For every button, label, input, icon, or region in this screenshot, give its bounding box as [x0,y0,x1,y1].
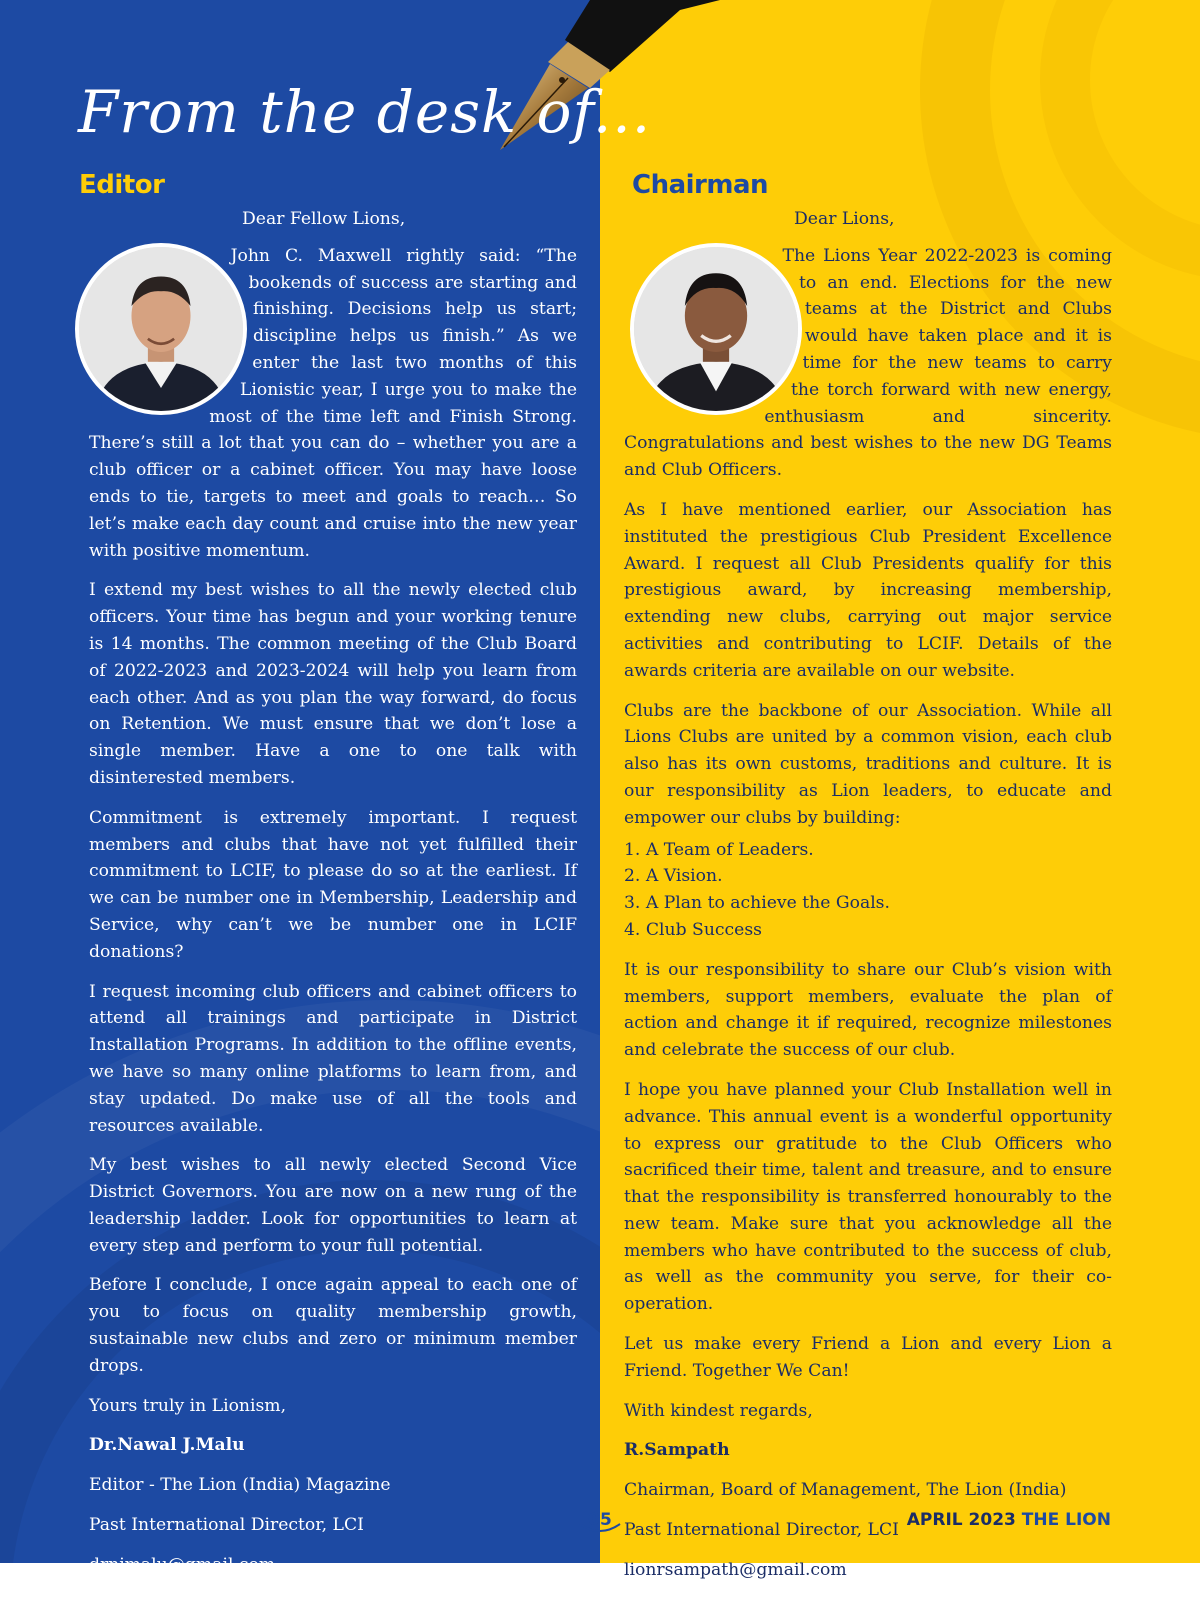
editor-signature [89,1432,577,1578]
list-item: 3. A Plan to achieve the Goals. [624,893,890,914]
chairman-paragraph: Clubs are the backbone of our Association. While all Lions Clubs are united by a common vision, each club also has its own customs, traditions and culture. It is our responsibility as Lion leaders, to educate and empower our clubs by building: [624,700,1112,828]
chairman-letter [624,206,1112,1584]
list-item: 2. A Vision. [624,866,723,887]
chairman-paragraph: The Lions Year 2022-2023 is coming to an end. Elections for the new teams at the District and Clubs would have taken place and it is time for the new teams to carry the torch forward with new energy, enthusiasm and sincerity. Congratulations and best wishes to the new DG Teams and Club Officers. [624,245,1112,481]
chairman-title-line: Past International Director, LCI [624,1520,899,1541]
chairman-role-title: Chairman [632,170,769,200]
editor-salutation: Dear Fellow Lions, [242,209,406,229]
chairman-photo [630,243,802,415]
editor-closing: Yours truly in Lionism, [89,1395,287,1416]
editor-title-line: Past International Director, LCI [89,1515,364,1536]
editor-paragraph: My best wishes to all newly elected Second Vice District Governors. You are now on a new rung of the leadership ladder. Look for opportunities to learn at every step and perform to your full potential. [89,1155,577,1256]
page-heading: From the desk of... [78,78,652,146]
footer-issue-label [907,1510,1111,1530]
editor-email: drnjmalu@gmail.com [89,1554,276,1575]
list-item: 1. A Team of Leaders. [624,839,814,860]
magazine-name: THE LION [1021,1510,1111,1530]
editor-paragraph: Commitment is extremely important. I request members and clubs that have not yet fulfilled their commitment to LCIF, to please do so at the earliest. If we can be number one in Membership, Leadership and Service, why can’t we be number one in LCIF donations? [89,807,577,962]
page-number: 05 [588,1510,612,1530]
chairman-column [624,170,1112,1597]
avatar [79,247,243,411]
editor-name: Dr.Nawal J.Malu [89,1435,245,1456]
issue-date: APRIL 2023 [906,1510,1016,1530]
editor-column [79,170,577,1592]
chairman-title-line: Chairman, Board of Management, The Lion (India) [624,1480,1067,1501]
chairman-paragraph: I hope you have planned your Club Installation well in advance. This annual event is a wonderful opportunity to express our gratitude to the Club Officers who sacrificed their time, talent and treasure, and to ensure that the responsibility is transferred honourably to the new team. Make sure that you acknowledge all the members who have contributed to the success of club, as well as the community you serve, for their co-operation. [624,1079,1112,1315]
editor-paragraph: John C. Maxwell rightly said: “The bookends of success are starting and finishing. Decisions help us start; discipline helps us finish.” As we enter the last two months of this Lionistic year, I urge you to make the most of the time left and Finish Strong. There’s still a lot that you can do – whether you are a club officer or a cabinet officer. You may have loose ends to tie, targets to meet and goals to reach… So let’s make each day count and cruise into the new year with positive momentum. [89,245,577,561]
avatar [634,247,798,411]
editor-role-title: Editor [79,170,165,200]
chairman-email: lionrsampath@gmail.com [624,1559,847,1580]
editor-photo [75,243,247,415]
chairman-paragraph: Let us make every Friend a Lion and every Lion a Friend. Together We Can! [624,1334,1112,1381]
editor-title-line: Editor - The Lion (India) Magazine [89,1475,391,1496]
chairman-paragraph: It is our responsibility to share our Club’s vision with members, support members, evaluate the plan of action and change it if required, recognize milestones and celebrate the success of our club. [624,959,1112,1061]
chairman-closing: With kindest regards, [624,1400,813,1421]
list-item: 4. Club Success [624,919,762,940]
chairman-salutation: Dear Lions, [794,209,895,229]
page-number-underline [578,1522,622,1536]
chairman-list [624,837,1112,944]
editor-paragraph: Before I conclude, I once again appeal to each one of you to focus on quality membership growth, sustainable new clubs and zero or minimum member drops. [89,1275,577,1376]
chairman-paragraph: As I have mentioned earlier, our Association has instituted the prestigious Club President Excellence Award. I request all Club Presidents qualify for this prestigious award, by increasing membership, extending new clubs, carrying out major service activities and contributing to LCIF. Details of the awards criteria are available on our website. [624,499,1112,681]
editor-paragraph: I extend my best wishes to all the newly elected club officers. Your time has begun and your working tenure is 14 months. The common meeting of the Club Board of 2022-2023 and 2023-2024 will help you learn from each other. And as you plan the way forward, do focus on Retention. We must ensure that we don’t lose a single member. Have a one to one talk with disinterested members. [89,580,577,788]
editor-letter [89,206,577,1579]
chairman-name: R.Sampath [624,1440,730,1461]
editor-paragraph: I request incoming club officers and cabinet officers to attend all trainings and participate in District Installation Programs. In addition to the offline events, we have so many online platforms to learn from, and stay updated. Do make use of all the tools and resources available. [89,981,577,1136]
